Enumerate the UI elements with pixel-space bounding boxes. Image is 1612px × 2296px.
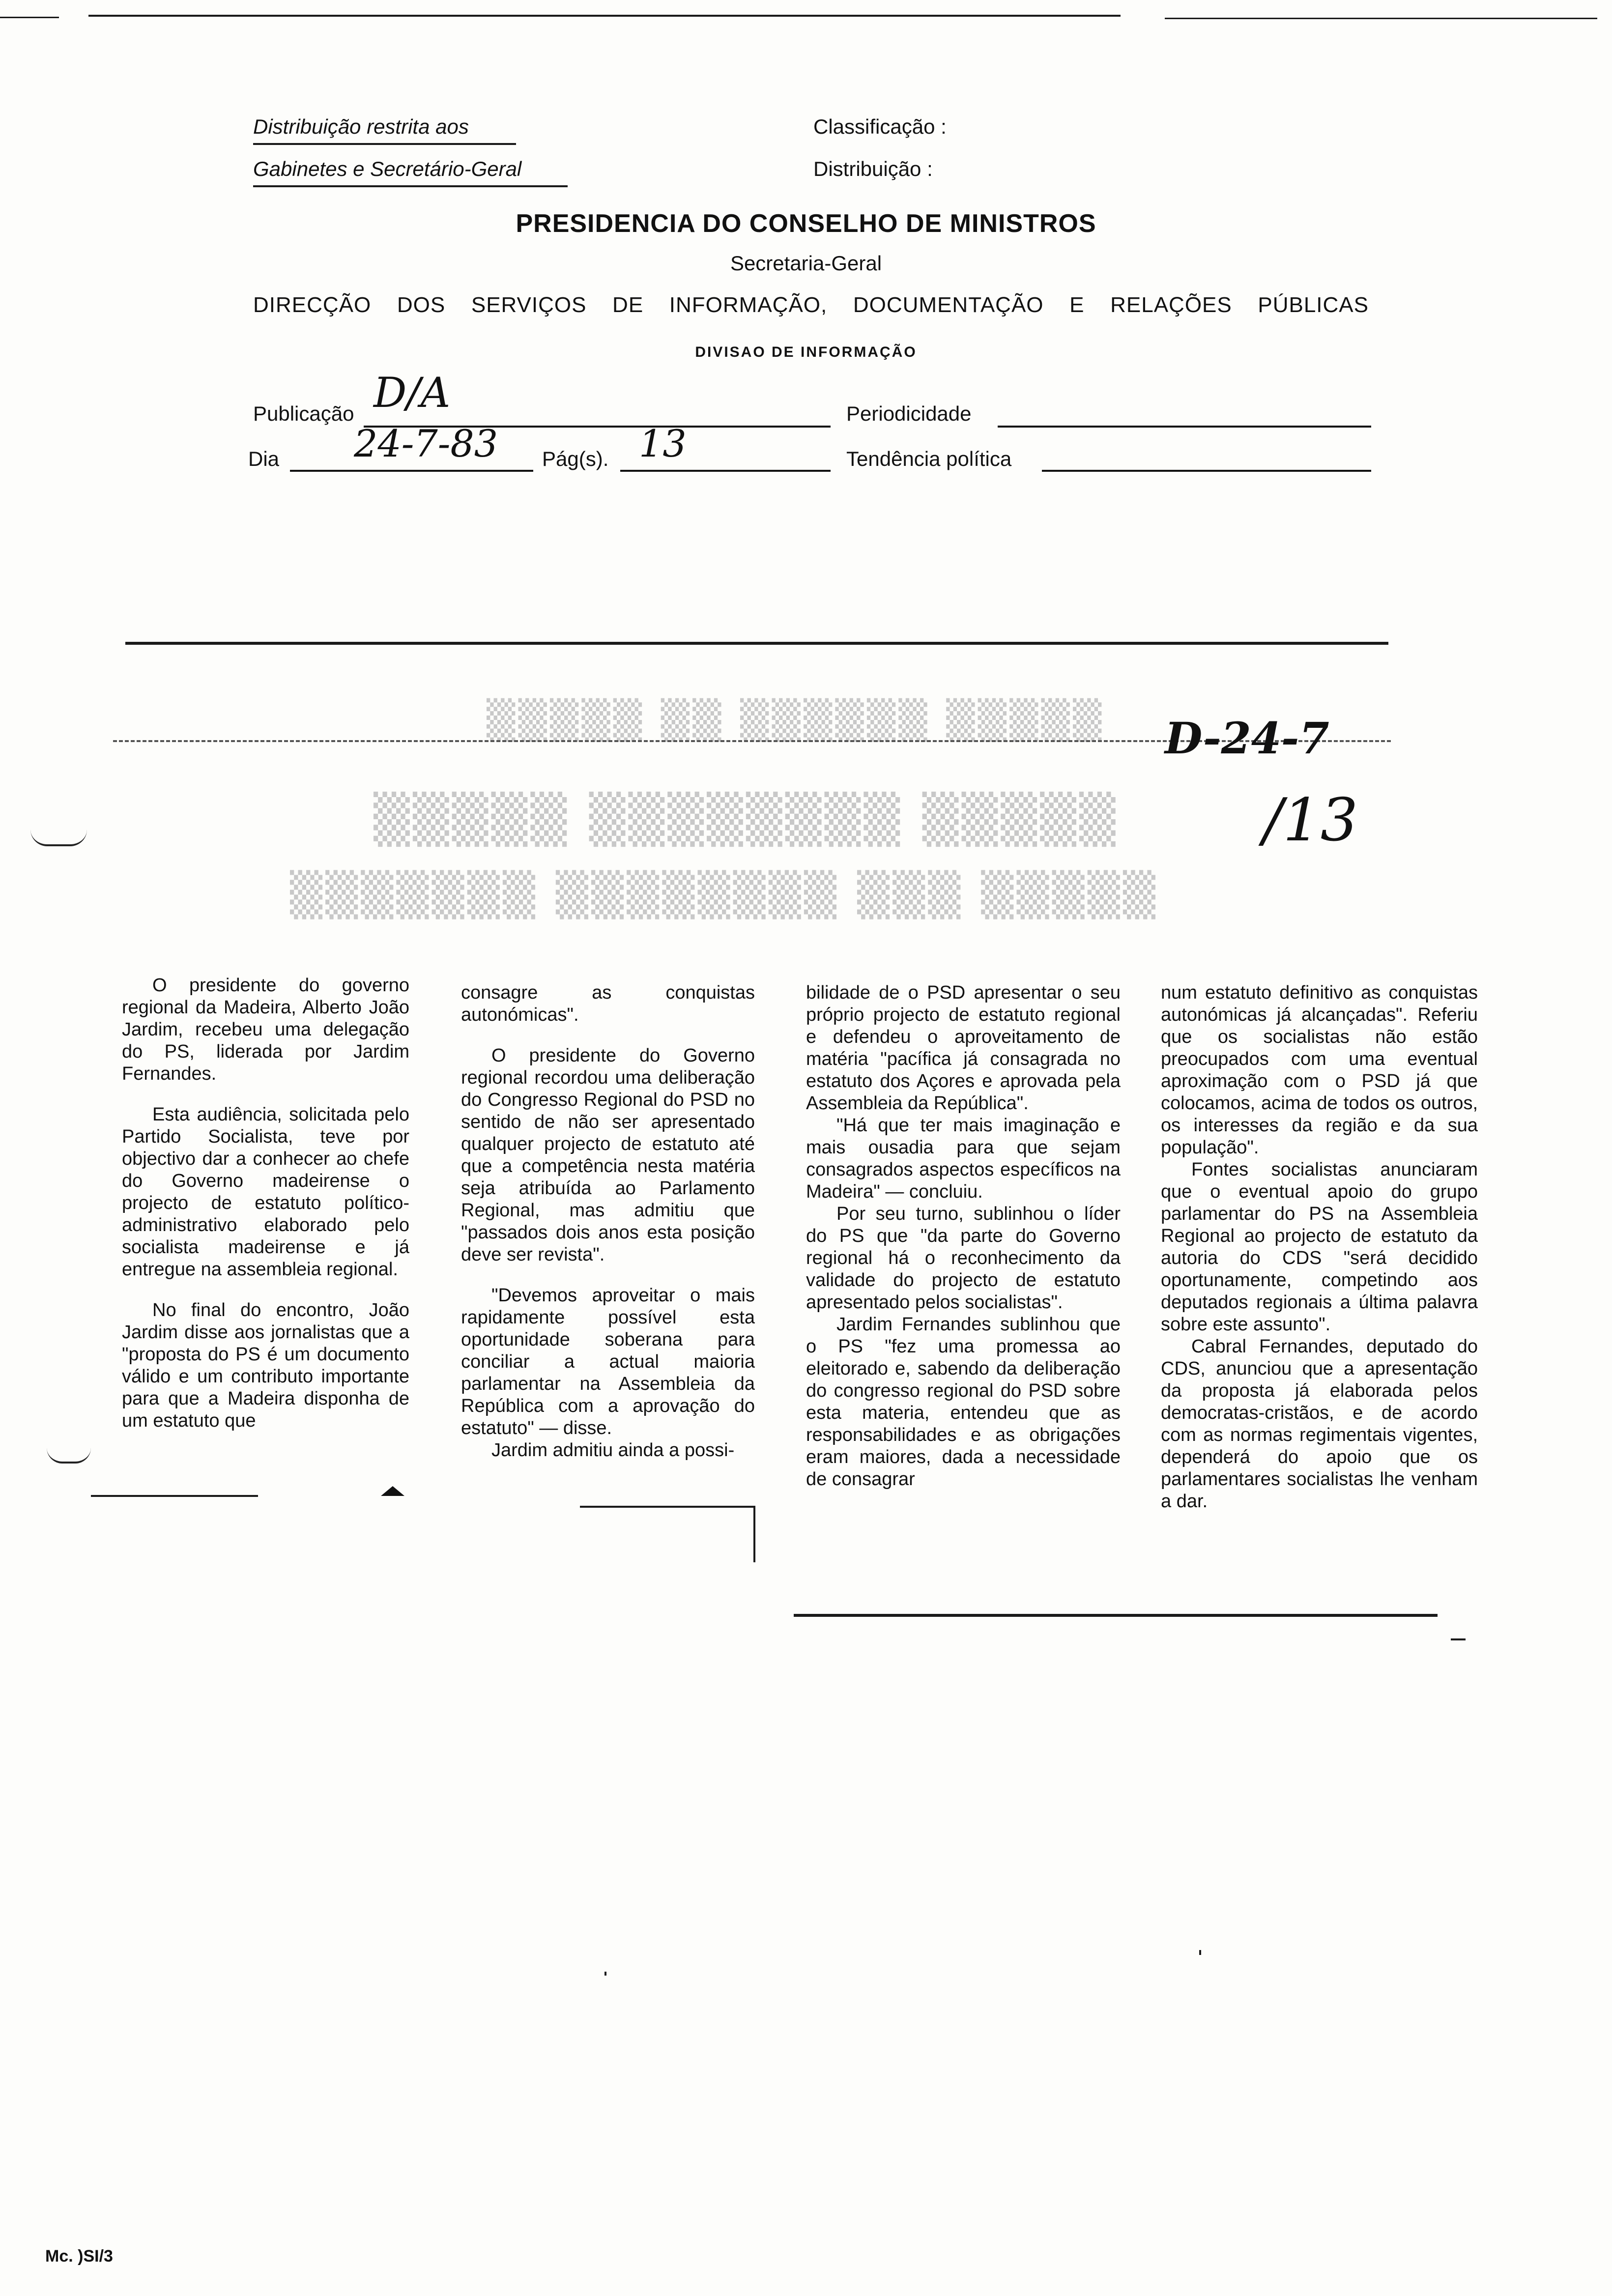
tendencia-field: [1042, 470, 1371, 472]
col2-end-bracket: [753, 1506, 755, 1562]
col1-paragraph: O presidente do governo regional da Madeira, Alberto João Jardim, recebeu uma delegação do PS, liderada por Jardim Fernandes.: [122, 975, 409, 1084]
col2-paragraph: "Devemos aproveitar o mais rapidamente possível esta oportunidade soberana para conciliar a actual maioria parlamentar na Assembleia da República com a aprovação do estatuto" — disse.: [461, 1285, 755, 1438]
left-margin-curve-2: [47, 1448, 91, 1464]
pags-label: Pág(s).: [542, 447, 609, 470]
dia-label: Dia: [248, 447, 280, 470]
presidencia-title: PRESIDENCIA DO CONSELHO DE MINISTROS: [516, 209, 1096, 238]
article-column-1: [122, 975, 409, 1432]
col2-paragraph: consagre as conquistas autonómicas".: [461, 982, 755, 1025]
col4-paragraph: Fontes socialistas anunciaram que o eventual apoio do grupo parlamentar do PS na Assembleia Regional ao projecto de estatuto da autoria do CDS "será decidido oportunamente, competindo aos deputados regionais a última palavra sobre este assunto".: [1161, 1159, 1478, 1335]
scan-edge-top-right: [1165, 18, 1597, 19]
faded-headline-line-1: ▒▒▒▒▒ ▒▒ ▒▒▒▒▒▒ ▒▒▒▒▒: [487, 698, 1105, 742]
restricted-line-1: Distribuição restrita aos: [253, 115, 469, 138]
col1-end-caret: [381, 1486, 404, 1496]
bottom-right-tick: [1451, 1638, 1466, 1640]
article-column-2: [461, 982, 755, 1462]
classificacao-label: Classificação :: [813, 115, 947, 138]
left-margin-curve-1: [30, 830, 87, 846]
faded-headline-line-2: ▒▒▒▒▒ ▒▒▒▒▒▒▒▒ ▒▒▒▒▒: [374, 791, 1119, 847]
restricted-underline-1: [253, 143, 516, 145]
direccao-line: DIRECÇÃO DOS SERVIÇOS DE INFORMAÇÃO, DOCUMENTAÇÃO E RELAÇÕES PÚBLICAS: [253, 293, 1369, 317]
divisao-line: DIVISAO DE INFORMAÇÃO: [695, 344, 917, 360]
clipping-bottom-rule: [794, 1614, 1438, 1617]
stray-mark-1: [1199, 1950, 1201, 1955]
periodicidade-field: [998, 426, 1371, 428]
col2-end-rule: [580, 1506, 754, 1508]
col4-paragraph: num estatuto definitivo as conquistas autonómicas já alcançadas". Referiu que os socialistas não estão preocupados com uma eventual aproximação com o PSD já que colocamos, acima de todos os outros, os interesses da região e da sua população".: [1161, 982, 1478, 1158]
clipping-page-mark: /13: [1263, 786, 1358, 855]
col4-paragraph: Cabral Fernandes, deputado do CDS, anunciou que a apresentação da proposta já elaborada pelos democratas-cristãos, e de acordo com as normas regimentais vigentes, dependerá do apoio que os parlamentares socialistas lhe venham a dar.: [1161, 1336, 1478, 1512]
col3-paragraph: Por seu turno, sublinhou o líder do PS que "da parte do Governo regional há o reconhecimento da validade do projecto de estatuto apresentado pelos socialistas".: [806, 1204, 1121, 1313]
col3-paragraph: Jardim Fernandes sublinhou que o PS "fez uma promessa ao eleitorado e, sabendo da deliberação do congresso regional do PSD sobre esta materia, entendeu que as responsabilidades e as obrigações eram maiores, dada a necessidade de consagrar: [806, 1314, 1121, 1490]
publicacao-value: D/A: [374, 369, 451, 417]
restricted-line-2: Gabinetes e Secretário-Geral: [253, 157, 522, 180]
col2-paragraph: O presidente do Governo regional recordou uma deliberação do Congresso Regional do PSD no sentido de não ser apresentado qualquer projecto de estatuto até que a competência nesta matéria seja atribuída ao Parlamento Regional, mas admitiu que "passados dois anos esta posição deve ser revista".: [461, 1045, 755, 1265]
col1-paragraph: Esta audiência, solicitada pelo Partido Socialista, teve por objectivo dar a conhecer ao chefe do Governo madeirense o projecto de estatuto político-administrativo elaborado pelo socialista madeirense e já entregue na assembleia regional.: [122, 1104, 409, 1280]
scan-edge-top-left: [0, 17, 59, 18]
distribuicao-label: Distribuição :: [813, 157, 933, 180]
scan-edge-top-mid: [88, 15, 1121, 17]
publicacao-label: Publicação: [253, 402, 354, 425]
pags-value: 13: [639, 422, 687, 465]
dia-field: [290, 470, 533, 472]
article-column-3: [806, 982, 1121, 1491]
col1-end-rule: [91, 1495, 258, 1497]
col3-paragraph: bilidade de o PSD apresentar o seu próprio projecto de estatuto regional e defendeu o aproveitamento de matéria "pacífica já consagrada no estatuto dos Açores e aprovada pela Assembleia da República".: [806, 982, 1121, 1114]
stray-mark-2: [604, 1972, 606, 1976]
dia-value: 24-7-83: [354, 422, 498, 465]
clipping-source-mark: D-24-7: [1165, 713, 1329, 764]
col2-paragraph: Jardim admitiu ainda a possi-: [491, 1440, 735, 1461]
col3-paragraph: "Há que ter mais imaginação e mais ousadia para que sejam consagrados aspectos específicos na Madeira" — concluiu.: [806, 1115, 1121, 1202]
periodicidade-label: Periodicidade: [846, 402, 972, 425]
tendencia-label: Tendência política: [846, 447, 1012, 470]
secretaria-subtitle: Secretaria-Geral: [730, 252, 882, 275]
clipping-top-rule: [125, 642, 1388, 645]
pags-field: [620, 470, 831, 472]
col1-paragraph: No final do encontro, João Jardim disse aos jornalistas que a "proposta do PS é um documento válido e um contributo importante para que a Madeira disponha de um estatuto que: [122, 1300, 409, 1431]
form-code: Mc. )SI/3: [45, 2247, 113, 2266]
faded-headline-line-3: ▒▒▒▒▒▒▒ ▒▒▒▒▒▒▒▒ ▒▒▒ ▒▒▒▒▒: [290, 870, 1158, 919]
article-column-4: [1161, 982, 1478, 1513]
restricted-underline-2: [253, 185, 568, 187]
